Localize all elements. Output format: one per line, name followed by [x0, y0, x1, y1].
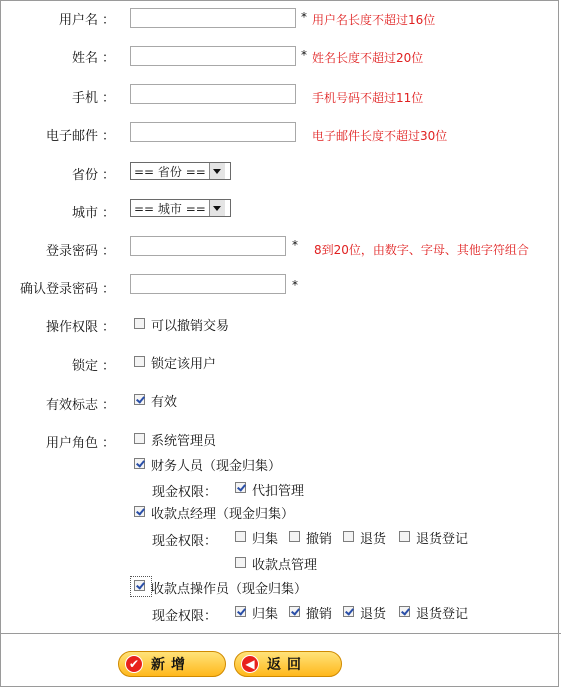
back-button-label: 返回 [267, 657, 307, 673]
manager-return-checkbox[interactable] [343, 531, 354, 542]
lock-user-checkbox[interactable] [134, 356, 145, 367]
valid-flag-label: 有效标志 ： [45, 398, 115, 413]
manager-point-admin-checkbox[interactable] [235, 557, 246, 568]
province-select[interactable] [130, 162, 231, 180]
operator-collect-checkbox[interactable] [235, 606, 246, 617]
role-sysadmin-label: 系统管理员 [151, 434, 217, 449]
operator-collect-label: 归集 [252, 607, 279, 622]
manager-collect-label: 归集 [252, 532, 279, 547]
operator-return-register-label: 退货登记 [416, 607, 469, 622]
manager-point-admin-label: 收款点管理 [252, 558, 318, 573]
role-finance-checkbox[interactable] [134, 458, 145, 469]
finance-withhold-label: 代扣管理 [252, 484, 305, 499]
manager-revoke-checkbox[interactable] [289, 531, 300, 542]
name-required-mark: * [301, 48, 307, 62]
name-label: 姓名 ： [71, 51, 115, 66]
valid-option-label: 有效 [151, 395, 178, 410]
manager-return-register-checkbox[interactable] [399, 531, 410, 542]
province-label: 省份 ： [71, 168, 115, 183]
name-input[interactable] [130, 46, 296, 66]
finance-withhold-checkbox[interactable] [235, 482, 246, 493]
revoke-transaction-label: 可以撤销交易 [151, 319, 230, 334]
password-required-mark: * [292, 238, 298, 252]
confirm-password-input[interactable] [130, 274, 286, 294]
manager-return-label: 退货 [360, 532, 387, 547]
add-button-label: 新增 [151, 657, 191, 673]
confirm-password-label: 确认登录密码 ： [19, 282, 115, 297]
chevron-down-icon[interactable] [209, 200, 225, 216]
role-sysadmin-checkbox[interactable] [134, 433, 145, 444]
check-icon: ✔ [125, 655, 143, 673]
manager-cash-permission-label: 现金权限： [152, 534, 218, 549]
back-button[interactable] [234, 651, 342, 677]
manager-collect-checkbox[interactable] [235, 531, 246, 542]
operator-return-label: 退货 [360, 607, 387, 622]
city-select[interactable] [130, 199, 231, 217]
lock-label: 锁定 ： [71, 359, 115, 374]
password-hint: 8到20位，由数字、字母、其他字符组合 [314, 243, 529, 257]
email-input[interactable] [130, 122, 296, 142]
role-manager-label: 收款点经理（现金归集） [151, 507, 295, 522]
email-hint: 电子邮件长度不超过30位 [312, 129, 448, 143]
name-hint: 姓名长度不超过20位 [312, 51, 424, 65]
operator-cash-permission-label: 现金权限： [152, 609, 218, 624]
footer-divider [0, 633, 561, 634]
city-select-value: == 城市 == [134, 201, 206, 216]
permissions-label: 操作权限 ： [45, 320, 115, 335]
revoke-transaction-checkbox[interactable] [134, 318, 145, 329]
username-label: 用户名 ： [58, 13, 115, 28]
role-operator-checkbox[interactable] [134, 580, 145, 591]
manager-revoke-label: 撤销 [306, 532, 333, 547]
province-select-value: == 省份 == [134, 164, 206, 179]
phone-input[interactable] [130, 84, 296, 104]
username-input[interactable] [130, 8, 296, 28]
operator-return-register-checkbox[interactable] [399, 606, 410, 617]
operator-return-checkbox[interactable] [343, 606, 354, 617]
phone-label: 手机 ： [71, 91, 115, 106]
lock-user-label: 锁定该用户 [151, 357, 217, 372]
password-input[interactable] [130, 236, 286, 256]
username-hint: 用户名长度不超过16位 [312, 13, 436, 27]
operator-revoke-checkbox[interactable] [289, 606, 300, 617]
chevron-down-icon[interactable] [209, 163, 225, 179]
password-label: 登录密码 ： [45, 244, 115, 259]
role-manager-checkbox[interactable] [134, 506, 145, 517]
role-finance-label: 财务人员（现金归集） [151, 459, 282, 474]
city-label: 城市 ： [71, 206, 115, 221]
email-label: 电子邮件 ： [45, 129, 115, 144]
operator-revoke-label: 撤销 [306, 607, 333, 622]
valid-checkbox[interactable] [134, 394, 145, 405]
confirm-password-required-mark: * [292, 278, 298, 292]
back-arrow-icon: ◀ [241, 655, 259, 673]
role-operator-label: 收款点操作员（现金归集） [151, 582, 308, 597]
username-required-mark: * [301, 10, 307, 24]
phone-hint: 手机号码不超过11位 [312, 91, 424, 105]
manager-return-register-label: 退货登记 [416, 532, 469, 547]
finance-cash-permission-label: 现金权限： [152, 485, 218, 500]
roles-label: 用户角色 ： [45, 436, 115, 451]
add-button[interactable] [118, 651, 226, 677]
